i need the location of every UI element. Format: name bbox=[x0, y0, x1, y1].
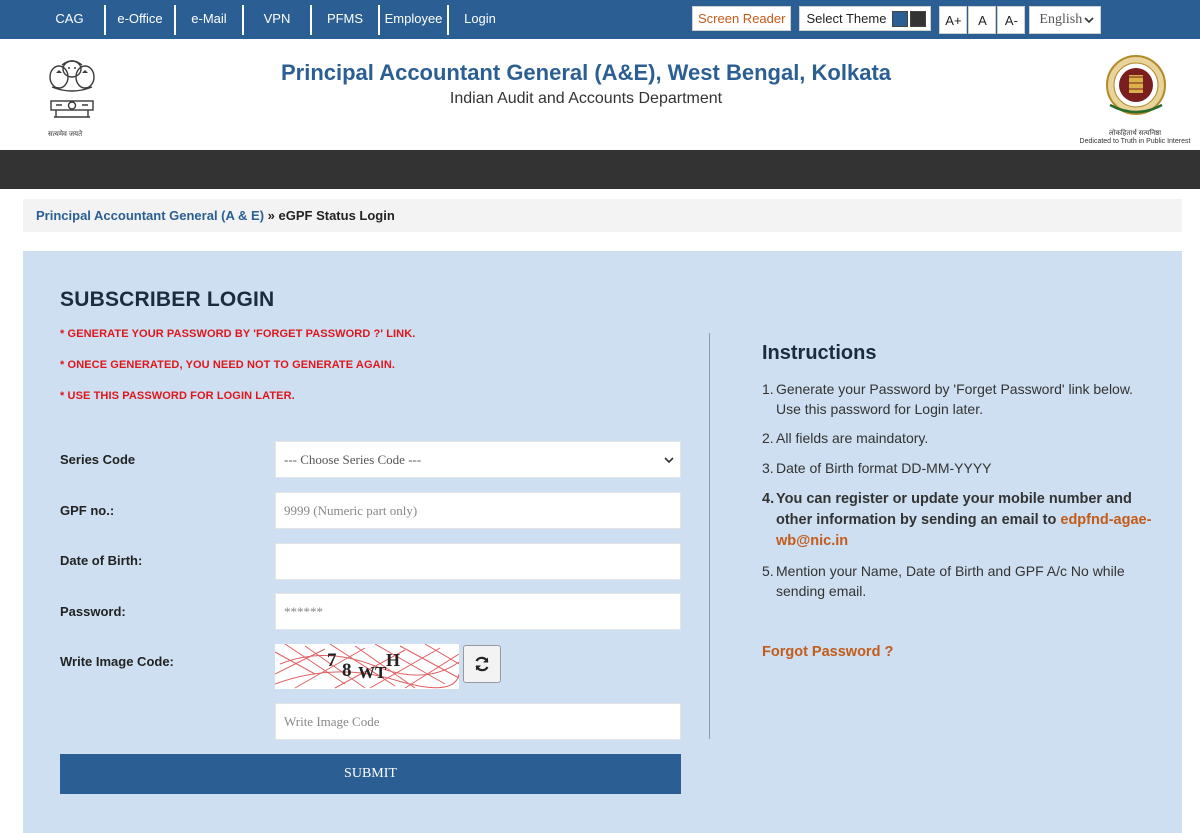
login-heading: SUBSCRIBER LOGIN bbox=[60, 288, 275, 311]
instruction-text: Mention your Name, Date of Birth and GPF A/c No while sending email. bbox=[776, 563, 1125, 599]
select-theme-label: Select Theme bbox=[806, 10, 887, 26]
login-note: * GENERATE YOUR PASSWORD BY 'FORGET PASSWORD ?' LINK. bbox=[60, 328, 416, 340]
password-label: Password: bbox=[60, 604, 126, 619]
instruction-number: 2. bbox=[762, 430, 774, 446]
emblem-motto: सत्यमेव जयते bbox=[48, 131, 83, 138]
captcha-input[interactable]: Write Image Code bbox=[275, 703, 681, 740]
nav-link-e-office[interactable]: e-Office bbox=[117, 11, 163, 26]
nav-link-e-mail[interactable]: e-Mail bbox=[191, 11, 227, 26]
login-note: * ONECE GENERATED, YOU NEED NOT TO GENERATE AGAIN. bbox=[60, 359, 396, 371]
captcha-refresh-button[interactable] bbox=[463, 645, 501, 683]
nav-link-cag[interactable]: CAG bbox=[55, 11, 84, 26]
dob-input[interactable] bbox=[275, 543, 681, 580]
instruction-text: Generate your Password by 'Forget Password' link below. Use this password for Login later. bbox=[776, 381, 1134, 417]
instruction-item bbox=[762, 489, 1152, 552]
nav-link-login[interactable]: Login bbox=[464, 11, 496, 26]
captcha-char: 8 bbox=[342, 660, 352, 681]
submit-button[interactable]: SUBMIT bbox=[60, 754, 681, 794]
gpf-no-input[interactable]: 9999 (Numeric part only) bbox=[275, 492, 681, 529]
instruction-number: 1. bbox=[762, 381, 774, 397]
instruction-number: 4. bbox=[762, 491, 775, 507]
captcha-char: H bbox=[386, 650, 401, 670]
screen-reader-button[interactable]: Screen Reader bbox=[692, 6, 791, 31]
instruction-item bbox=[762, 561, 1152, 601]
dob-label: Date of Birth: bbox=[60, 553, 143, 568]
page-title: Principal Accountant General (A&E), West Bengal, Kolkata bbox=[280, 60, 892, 85]
contact-email-link[interactable]: edpfnd-agae-wb@nic.in bbox=[776, 512, 1152, 549]
login-panel bbox=[23, 251, 1182, 833]
font-increase-button[interactable]: A+ bbox=[939, 6, 967, 34]
gpf-no-label: GPF no.: bbox=[60, 503, 115, 518]
instruction-item bbox=[762, 458, 1152, 478]
instruction-number: 3. bbox=[762, 460, 774, 476]
top-bar bbox=[0, 0, 1200, 39]
breadcrumb-current: eGPF Status Login bbox=[278, 208, 395, 223]
breadcrumb-home-link[interactable]: Principal Accountant General (A & E) bbox=[36, 208, 265, 223]
main-menu-bar bbox=[0, 150, 1200, 189]
captcha-char: 7 bbox=[327, 650, 337, 671]
chevron-down-icon bbox=[1084, 16, 1094, 24]
instructions-heading: Instructions bbox=[762, 342, 877, 364]
instructions-list bbox=[762, 379, 1152, 601]
font-decrease-button[interactable]: A- bbox=[997, 6, 1025, 34]
cag-seal-logo[interactable] bbox=[1086, 53, 1186, 139]
series-code-value: --- Choose Series Code --- bbox=[284, 452, 422, 467]
seal-hindi-text: लोकहितार्थ सत्यनिष्ठा bbox=[1108, 130, 1162, 137]
series-code-label: Series Code bbox=[60, 452, 136, 467]
login-note: * USE THIS PASSWORD FOR LOGIN LATER. bbox=[60, 390, 295, 402]
captcha-char: WT bbox=[358, 663, 387, 682]
forgot-password-link[interactable]: Forgot Password ? bbox=[762, 644, 894, 660]
password-input[interactable]: ****** bbox=[275, 593, 681, 630]
breadcrumb bbox=[23, 199, 1182, 232]
refresh-icon bbox=[473, 655, 491, 673]
chevron-down-icon bbox=[664, 456, 674, 464]
captcha-label: Write Image Code: bbox=[60, 654, 174, 669]
instruction-text: You can register or update your mobile number and other information by sending an email to bbox=[776, 491, 1132, 528]
column-divider bbox=[709, 333, 710, 739]
font-normal-button[interactable]: A bbox=[968, 6, 996, 34]
top-nav bbox=[35, 0, 511, 39]
breadcrumb-separator: » bbox=[267, 208, 275, 223]
instruction-text: Date of Birth format DD-MM-YYYY bbox=[776, 460, 992, 476]
instruction-item bbox=[762, 379, 1152, 419]
instruction-number: 5. bbox=[762, 563, 774, 579]
theme-dark-swatch[interactable] bbox=[910, 11, 926, 27]
select-theme bbox=[799, 6, 931, 31]
seal-caption bbox=[1070, 129, 1200, 145]
language-value: English bbox=[1039, 12, 1083, 27]
nav-link-pfms[interactable]: PFMS bbox=[326, 11, 364, 26]
seal-motto-text: Dedicated to Truth in Public Interest bbox=[1079, 138, 1191, 145]
site-header bbox=[0, 39, 1200, 150]
theme-blue-swatch[interactable] bbox=[892, 11, 908, 27]
instruction-item bbox=[762, 428, 1152, 448]
accessibility-tools bbox=[692, 6, 1101, 34]
nav-link-vpn[interactable]: VPN bbox=[263, 11, 291, 26]
instruction-text: All fields are maindatory. bbox=[776, 430, 929, 446]
page-subtitle: Indian Audit and Accounts Department bbox=[449, 90, 723, 107]
series-code-select[interactable] bbox=[275, 441, 681, 478]
language-select[interactable] bbox=[1029, 6, 1101, 34]
nav-link-employee[interactable]: Employee bbox=[384, 11, 443, 26]
captcha-image bbox=[275, 644, 459, 689]
